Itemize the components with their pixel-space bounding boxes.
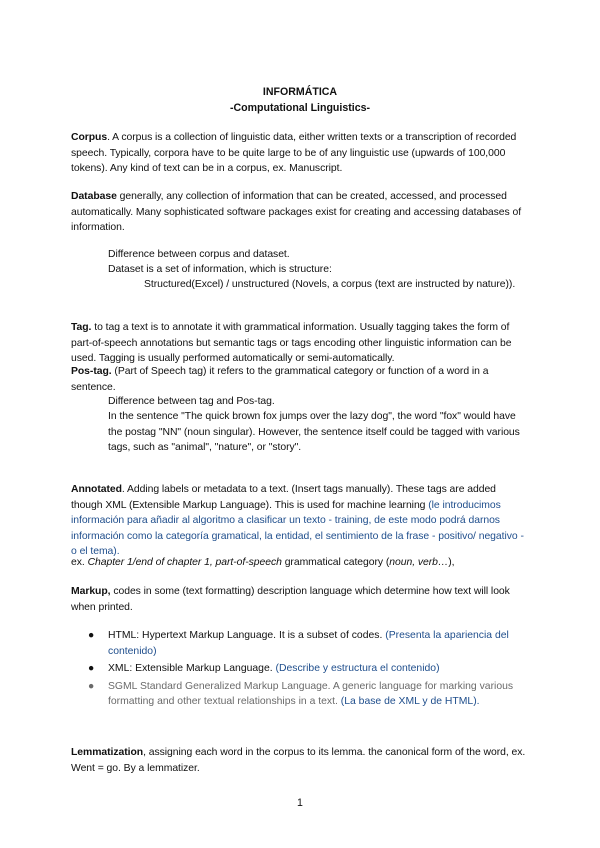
annotated-example-suffix: ), — [448, 557, 455, 568]
annotated-paragraph — [71, 482, 526, 560]
annotated-example — [71, 555, 526, 571]
annotated-spanish-note: (le introducimos información para añadir al algoritmo a clasificar un texto - training, de este modo podrá darnos información como la categoría gramatical, la entidad, el sentimiento de la frase - positivo/ negativo - o el tema). — [71, 499, 524, 558]
lemmatization-text: , assigning each word in the corpus to its lemma. the canonical form of the word, ex. Went = go. By a lemmatizer. — [71, 747, 526, 774]
annotated-example-prefix: ex. — [71, 557, 88, 568]
tag-paragraph — [71, 320, 526, 367]
database-text: generally, any collection of information that can be created, accessed, and processed automatically. Many sophisticated software packages exist for creating and accessing databases of information. — [71, 191, 522, 234]
tag-text: to tag a text is to annotate it with grammatical information. Usually tagging takes the form of part-of-speech annotations but semantic tags or tags encoding other linguistic information can be used. Tagging is usually performed automatically or semi-automatically. — [71, 322, 512, 365]
dataset-structured: Structured(Excel) / unstructured (Novels, a corpus (text are instructed by nature)). — [144, 279, 516, 290]
corpus-paragraph — [71, 130, 526, 177]
tag-difference: Difference between tag and Pos-tag. — [108, 396, 275, 407]
markup-text: codes in some (text formatting) description language which determine how text will look when printed. — [71, 586, 510, 613]
html-item-text: HTML: Hypertext Markup Language. It is a subset of codes. — [108, 630, 386, 641]
corpus-text: . A corpus is a collection of linguistic data, either written texts or a transcription of recorded speech. Typically, corpora have to be quite large to be of any linguistic use (upwards of 100,000 tokens). Any kind of text can be in a corpus, ex. Manuscript. — [71, 132, 517, 175]
annotated-term: Annotated — [71, 484, 122, 495]
annotated-example-mid: grammatical category ( — [281, 557, 390, 568]
markup-term: Markup, — [71, 586, 111, 597]
page-number: 1 — [297, 797, 303, 809]
annotated-example-italic-2: noun, verb… — [389, 557, 449, 568]
xml-item-note: (Describe y estructura el contenido) — [275, 663, 440, 675]
html-item-note: (Presenta la apariencia del contenido) — [108, 630, 509, 657]
annotated-example-italic-1: Chapter 1/end of chapter 1, part-of-speech — [87, 557, 282, 568]
sgml-item-note: (La base de XML y de HTML). — [340, 696, 480, 708]
markup-bullet-list — [71, 628, 526, 712]
sgml-item-text: SGML Standard Generalized Markup Language. A generic language for marking various formatting and other textual relationships in a text. — [108, 680, 514, 708]
list-item — [71, 679, 526, 710]
postag-text: (Part of Speech tag) it refers to the grammatical category or function of a word in a sentence. — [71, 366, 489, 393]
document-subtitle: -Computational Linguistics- — [229, 102, 371, 114]
xml-item-text: XML: Extensible Markup Language. — [108, 663, 276, 675]
list-item — [71, 628, 526, 659]
lemmatization-term: Lemmatization — [71, 747, 144, 758]
lemmatization-paragraph — [71, 745, 526, 776]
bullet-icon: ● — [88, 680, 95, 692]
list-item — [71, 661, 526, 677]
bullet-icon: ● — [88, 630, 95, 641]
corpus-term: Corpus — [71, 132, 108, 143]
document-title: INFORMÁTICA — [262, 86, 338, 98]
bullet-icon: ● — [88, 663, 95, 675]
database-term: Database — [71, 191, 117, 202]
tag-example: In the sentence "The quick brown fox jumps over the lazy dog", the word "fox" would have the postag "NN" (noun singular). However, the sentence itself could be tagged with various tags, such as "animal", "nature", or "story". — [108, 411, 520, 454]
postag-term: Pos-tag. — [71, 366, 112, 377]
dataset-definition: Dataset is a set of information, which is structure: — [108, 264, 332, 275]
markup-paragraph — [71, 584, 526, 615]
annotated-text: . Adding labels or metadata to a text. (Insert tags manually). These tags are added though XML (Extensible Markup Language). This is used for machine learning — [71, 484, 496, 511]
database-paragraph — [71, 189, 526, 236]
postag-paragraph — [71, 364, 526, 395]
tag-term: Tag. — [71, 322, 92, 333]
database-difference: Difference between corpus and dataset. — [108, 249, 290, 260]
